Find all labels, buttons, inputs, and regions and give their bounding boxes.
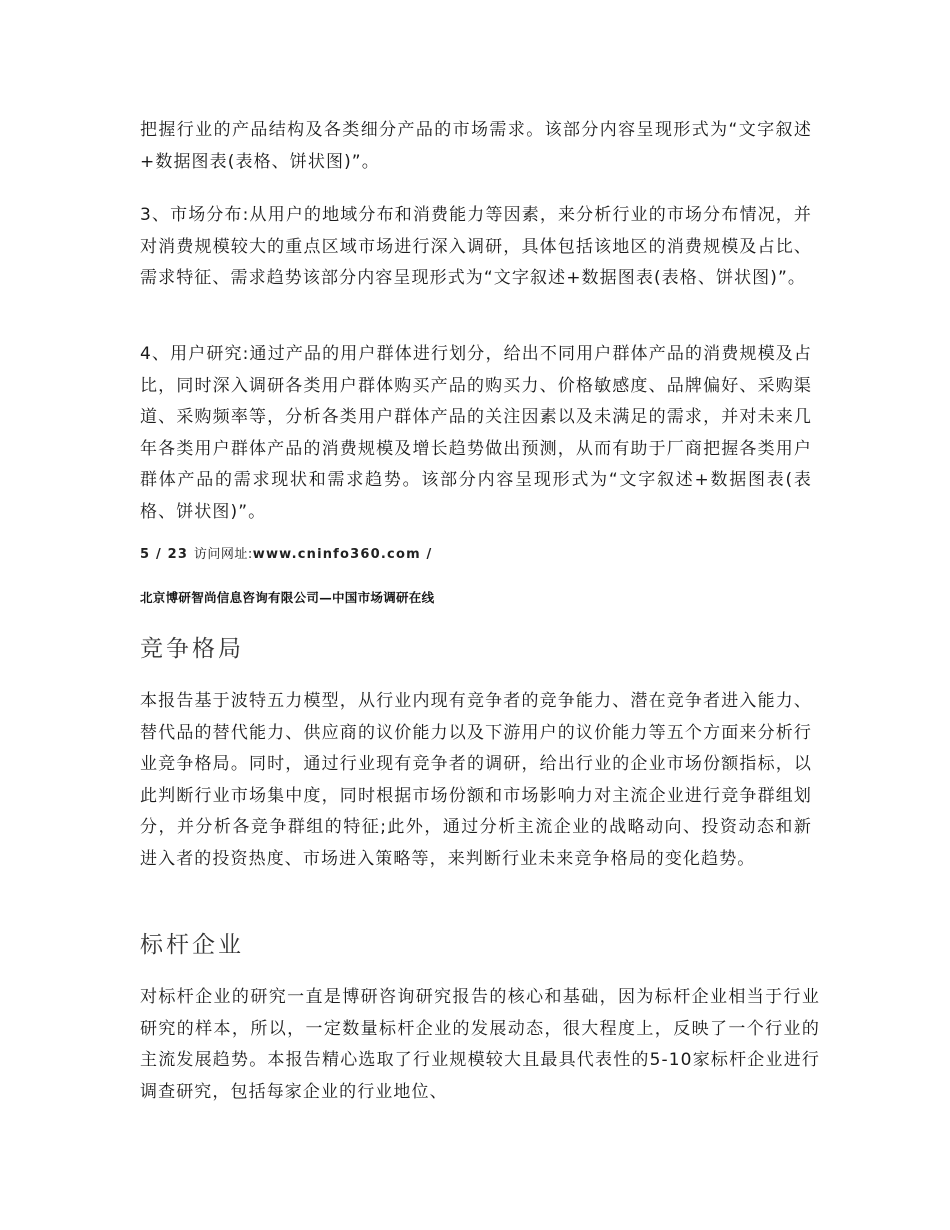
heading-benchmark: 标杆企业	[140, 932, 244, 958]
page-indicator: 5 / 23	[140, 547, 189, 562]
paragraph-benchmark: 对标杆企业的研究一直是博研咨询研究报告的核心和基础，因为标杆企业相当于行业研究的样本，所以，一定数量标杆企业的发展动态，很大程度上，反映了一个行业的主流发展趋势。本报告精心选取了行业规模较大且最具代表性的5-10家标杆企业进行调查研究，包括每家企业的行业地位、	[140, 987, 820, 1102]
company-header: 北京博研智尚信息咨询有限公司—中国市场调研在线	[140, 590, 435, 605]
website-link[interactable]: www.cninfo360.com /	[252, 547, 433, 562]
paragraph-competition: 本报告基于波特五力模型，从行业内现有竞争者的竞争能力、潜在竞争者进入能力、替代品的替代能力、供应商的议价能力以及下游用户的议价能力等五个方面来分析行业竞争格局。同时，通过行业现有竞争者的调研，给出行业的企业市场份额指标，以此判断行业市场集中度，同时根据市场份额和市场影响力对主流企业进行竞争群组划分，并分析各竞争群组的特征;此外，通过分析主流企业的战略动向、投资动态和新进入者的投资热度、市场进入策略等，来判断行业未来竞争格局的变化趋势。	[140, 691, 812, 869]
paragraph-user-research: 4、用户研究:通过产品的用户群体进行划分，给出不同用户群体产品的消费规模及占比，同时深入调研各类用户群体购买产品的购买力、价格敏感度、品牌偏好、采购渠道、采购频率等，分析各类用户群体产品的关注因素以及未满足的需求，并对未来几年各类用户群体产品的消费规模及增长趋势做出预测，从而有助于厂商把握各类用户群体产品的需求现状和需求趋势。该部分内容呈现形式为“文字叙述+数据图表(表格、饼状图)”。	[140, 344, 812, 522]
visit-label: 访问网址:	[193, 547, 253, 562]
heading-competition: 竞争格局	[140, 636, 244, 662]
page-footer	[140, 543, 433, 562]
paragraph-product-structure: 把握行业的产品结构及各类细分产品的市场需求。该部分内容呈现形式为“文字叙述+数据图表(表格、饼状图)”。	[140, 120, 812, 172]
paragraph-market-distribution: 3、市场分布:从用户的地域分布和消费能力等因素，来分析行业的市场分布情况，并对消费规模较大的重点区域市场进行深入调研，具体包括该地区的消费规模及占比、需求特征、需求趋势该部分内容呈现形式为“文字叙述+数据图表(表格、饼状图)”。	[140, 205, 812, 288]
